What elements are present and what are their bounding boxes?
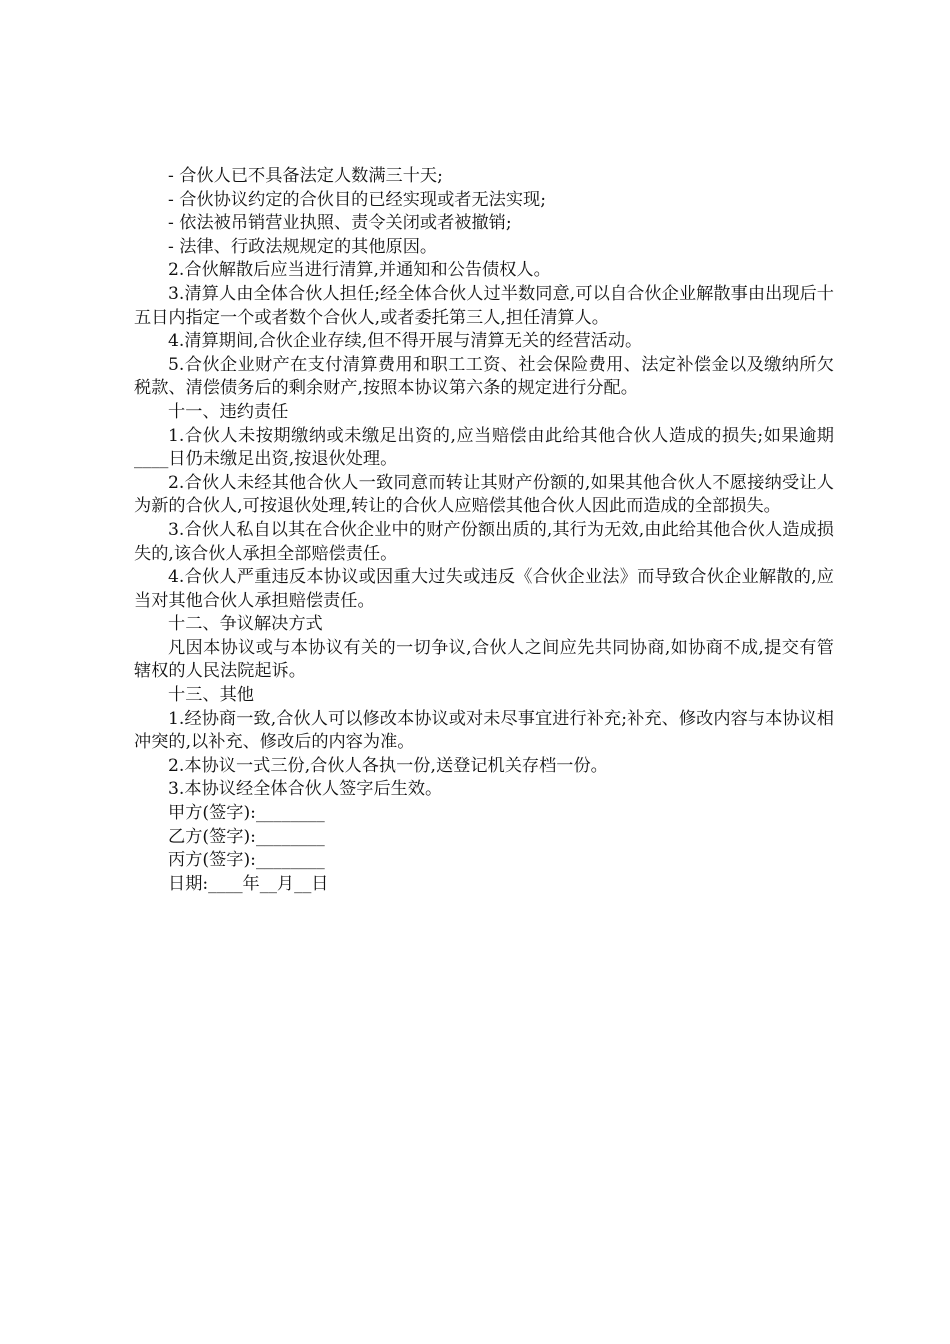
clause-breach-transfer: 2.合伙人未经其他合伙人一致同意而转让其财产份额的,如果其他合伙人不愿接纳受让人为新的合伙人,可按退伙处理,转让的合伙人应赔偿其他合伙人因此而造成的全部损失。: [134, 472, 834, 517]
condition-item-license-revoked: - 依法被吊销营业执照、责令关闭或者被撤销;: [168, 213, 512, 234]
clause-asset-distribution: 5.合伙企业财产在支付清算费用和职工工资、社会保险费用、法定补偿金以及缴纳所欠税款、清偿债务后的剩余财产,按照本协议第六条的规定进行分配。: [134, 354, 834, 399]
signature-date: 日期:____年__月__日: [168, 873, 329, 894]
clause-copies: 2.本协议一式三份,合伙人各执一份,送登记机关存档一份。: [168, 755, 608, 776]
clause-breach-contribution: 1.合伙人未按期缴纳或未缴足出资的,应当赔偿由此给其他合伙人造成的损失;如果逾期____日仍未缴足出资,按退伙处理。: [134, 425, 834, 470]
condition-item-purpose-achieved: - 合伙协议约定的合伙目的已经实现或者无法实现;: [168, 189, 547, 210]
clause-liquidator: 3.清算人由全体合伙人担任;经全体合伙人过半数同意,可以自合伙企业解散事由出现后十五日内指定一个或者数个合伙人,或者委托第三人,担任清算人。: [134, 283, 834, 328]
signature-party-c: 丙方(签字):________: [168, 850, 325, 871]
clause-liquidation-notice: 2.合伙解散后应当进行清算,并通知和公告债权人。: [168, 260, 551, 281]
clause-effective: 3.本协议经全体合伙人签字后生效。: [168, 779, 443, 800]
condition-item-other-reasons: - 法律、行政法规规定的其他原因。: [168, 236, 438, 257]
signature-party-a: 甲方(签字):________: [168, 803, 325, 824]
clause-breach-dissolution: 4.合伙人严重违反本协议或因重大过失或违反《合伙企业法》而导致合伙企业解散的,应当对其他合伙人承担赔偿责任。: [134, 567, 834, 611]
clause-breach-pledge: 3.合伙人私自以其在合伙企业中的财产份额出质的,其行为无效,由此给其他合伙人造成损失的,该合伙人承担全部赔偿责任。: [134, 519, 834, 564]
section-heading-breach: 十一、违约责任: [168, 401, 289, 422]
signature-party-b: 乙方(签字):________: [168, 826, 325, 847]
section-heading-dispute: 十二、争议解决方式: [168, 614, 323, 635]
clause-liquidation-period: 4.清算期间,合伙企业存续,但不得开展与清算无关的经营活动。: [168, 331, 643, 352]
condition-item-insufficient-partners: - 合伙人已不具备法定人数满三十天;: [168, 166, 443, 186]
document-page: [134, 165, 834, 896]
section-heading-other: 十三、其他: [168, 685, 254, 706]
clause-amendment: 1.经协商一致,合伙人可以修改本协议或对未尽事宜进行补充;补充、修改内容与本协议相冲突的,以补充、修改后的内容为准。: [134, 708, 834, 753]
clause-dispute-resolution: 凡因本协议或与本协议有关的一切争议,合伙人之间应先共同协商,如协商不成,提交有管辖权的人民法院起诉。: [134, 637, 834, 682]
